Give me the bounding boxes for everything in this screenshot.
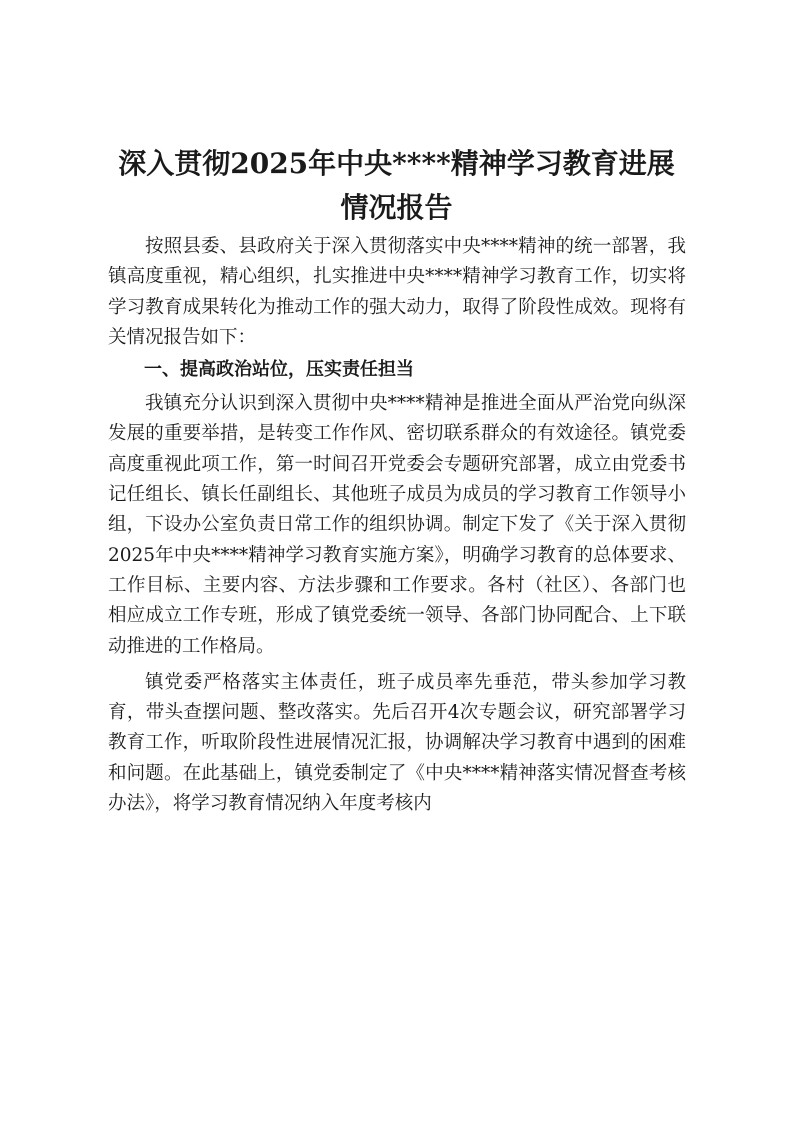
section-1-paragraph-1: 我镇充分认识到深入贯彻中央****精神是推进全面从严治党向纵深发展的重要举措，是转变工作作风、密切联系群众的有效途径。镇党委高度重视此项工作，第一时间召开党委会专题研究部署，成立由党委书记任组长、镇长任副组长、其他班子成员为成员的学习教育工作领导小组，下设办公室负责日常工作的组织协调。制定下发了《关于深入贯彻2025年中央****精神学习教育实施方案》，明确学习教育的总体要求、工作目标、主要内容、方法步骤和工作要求。各村（社区）、各部门也相应成立工作专班，形成了镇党委统一领导、各部门协同配合、上下联动推进的工作格局。 — [108, 393, 686, 657]
section-1-heading: 一、提高政治站位，压实责任担当 — [144, 359, 414, 381]
intro-paragraph: 按照县委、县政府关于深入贯彻落实中央****精神的统一部署，我镇高度重视，精心组织，扎实推进中央****精神学习教育工作，切实将学习教育成果转化为推动工作的强大动力，取得了阶段性成效。现将有关情况报告如下： — [108, 236, 686, 348]
section-1-paragraph-2: 镇党委严格落实主体责任，班子成员率先垂范，带头参加学习教育，带头查摆问题、整改落实。先后召开4次专题会议，研究部署学习教育工作，听取阶段性进展情况汇报，协调解决学习教育中遇到的困难和问题。在此基础上，镇党委制定了《中央****精神落实情况督查考核办法》，将学习教育情况纳入年度考核内 — [108, 671, 686, 815]
document-body — [108, 232, 686, 819]
document-title-line-1: 深入贯彻2025年中央****精神学习教育进展 — [118, 147, 675, 180]
document-title-line-2: 情况报告 — [340, 191, 453, 224]
